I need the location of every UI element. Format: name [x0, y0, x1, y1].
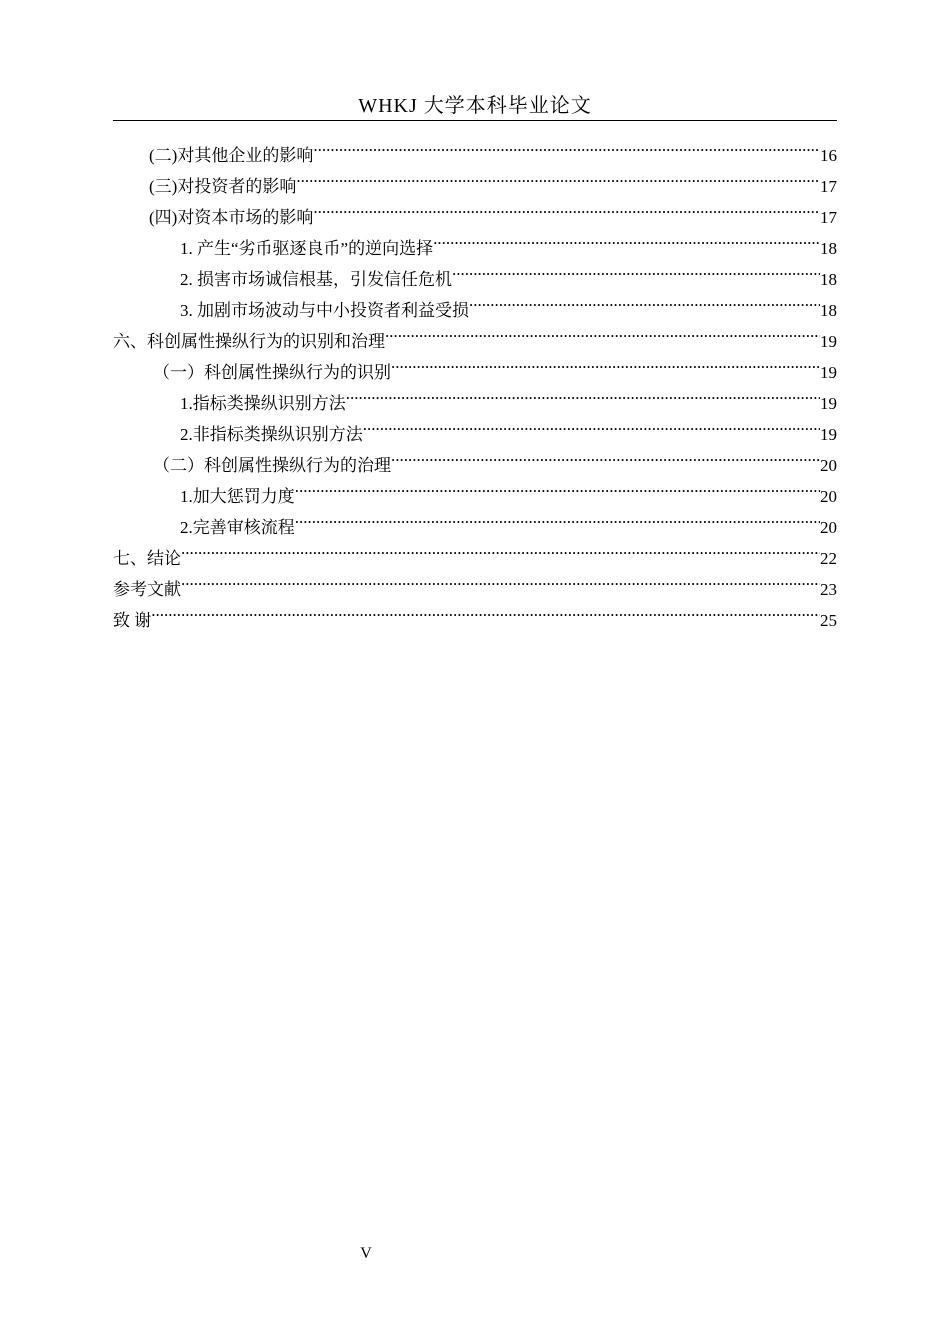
- toc-entry-page: 20: [820, 456, 837, 475]
- toc-leader-dots: [181, 533, 820, 564]
- toc-entry-page: 18: [820, 301, 837, 320]
- toc-entry-page: 22: [820, 549, 837, 568]
- toc-entry-page: 16: [820, 146, 837, 165]
- toc-leader-dots: [295, 502, 820, 533]
- toc-entry[interactable]: [113, 130, 837, 165]
- toc-leader-dots: [391, 347, 820, 378]
- toc-entry-title: 1. 产生“劣币驱逐良币”的逆向选择: [180, 239, 434, 258]
- toc-leader-dots: [296, 161, 820, 192]
- table-of-contents: [113, 130, 837, 630]
- toc-leader-dots: [181, 564, 820, 595]
- toc-leader-dots: [391, 440, 820, 471]
- toc-leader-dots: [469, 285, 820, 316]
- toc-entry-title: 六、科创属性操纵行为的识别和治理: [113, 332, 385, 351]
- toc-entry-page: 17: [820, 208, 837, 227]
- toc-entry-page: 19: [820, 332, 837, 351]
- toc-entry-title: (四)对资本市场的影响: [149, 208, 314, 227]
- toc-leader-dots: [452, 254, 820, 285]
- toc-entry-title: 2.完善审核流程: [180, 518, 295, 537]
- toc-entry-title: 七、结论: [113, 549, 181, 568]
- toc-leader-dots: [313, 130, 820, 161]
- toc-entry[interactable]: [113, 595, 837, 630]
- toc-entry-page: 25: [820, 611, 837, 630]
- toc-leader-dots: [385, 316, 820, 347]
- toc-entry-page: 17: [820, 177, 837, 196]
- toc-entry-page: 23: [820, 580, 837, 599]
- toc-entry-title: (二)对其他企业的影响: [149, 146, 314, 165]
- toc-entry[interactable]: [113, 533, 837, 568]
- toc-leader-dots: [313, 192, 820, 223]
- toc-entry-title: 2. 损害市场诚信根基，引发信任危机: [180, 270, 452, 289]
- toc-entry-page: 20: [820, 518, 837, 537]
- toc-entry-page: 19: [820, 394, 837, 413]
- toc-entry-page: 18: [820, 239, 837, 258]
- toc-entry-title: 参考文献: [113, 580, 181, 599]
- toc-entry-title: 3. 加剧市场波动与中小投资者利益受损: [180, 301, 469, 320]
- toc-entry-page: 19: [820, 425, 837, 444]
- toc-entry-title: 1.指标类操纵识别方法: [180, 394, 346, 413]
- page-number: V: [360, 1245, 372, 1262]
- toc-entry-title: 1.加大惩罚力度: [180, 487, 295, 506]
- toc-entry[interactable]: [113, 564, 837, 599]
- toc-entry-title: (三)对投资者的影响: [149, 177, 297, 196]
- toc-entry-page: 18: [820, 270, 837, 289]
- page-header: WHKJ 大学本科毕业论文: [113, 92, 837, 121]
- toc-leader-dots: [151, 595, 820, 626]
- toc-leader-dots: [363, 409, 820, 440]
- toc-leader-dots: [295, 471, 820, 502]
- toc-entry-title: 致 谢: [113, 611, 152, 630]
- toc-entry-title: 2.非指标类操纵识别方法: [180, 425, 363, 444]
- toc-entry-title: （二）科创属性操纵行为的治理: [153, 456, 391, 475]
- toc-entry-page: 20: [820, 487, 837, 506]
- toc-entry-title: （一）科创属性操纵行为的识别: [153, 363, 391, 382]
- toc-entry-page: 19: [820, 363, 837, 382]
- toc-leader-dots: [346, 378, 820, 409]
- toc-leader-dots: [433, 223, 820, 254]
